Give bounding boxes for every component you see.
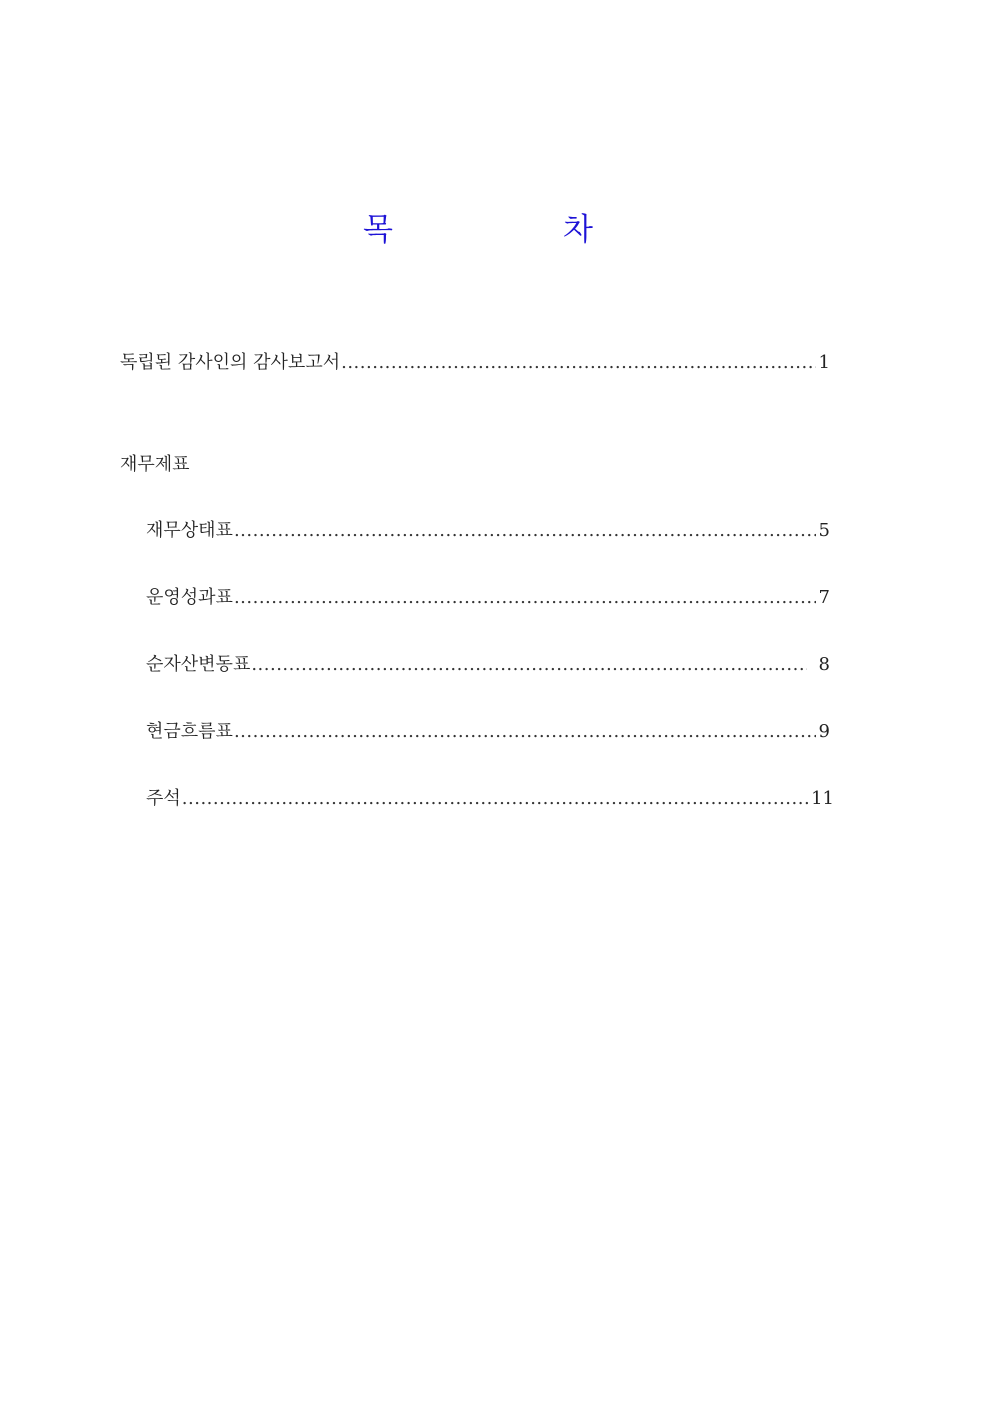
toc-entry-page: 7: [818, 587, 830, 608]
toc-entry-page: 1: [818, 352, 830, 373]
dot-leader: [251, 652, 806, 678]
toc-entry-label: 순자산변동표: [146, 654, 251, 675]
toc-entry-page: 9: [818, 721, 830, 742]
toc-entry-label: 재무상태표: [146, 520, 233, 541]
toc-entry-net-assets-changes[interactable]: [146, 652, 830, 678]
toc-entry-auditor-report[interactable]: [120, 350, 830, 376]
toc-entry-page: 8: [818, 654, 830, 675]
dot-leader: [341, 350, 815, 376]
toc-entry-label: 주석: [146, 788, 181, 809]
toc-entry-cash-flow[interactable]: [146, 719, 830, 745]
dot-leader: [234, 719, 816, 745]
toc-entry-operating-results[interactable]: [146, 585, 830, 611]
toc-entry-page: 11: [811, 788, 834, 809]
toc-entry-notes[interactable]: [146, 786, 834, 812]
toc-entry-label: 독립된 감사인의 감사보고서: [120, 352, 341, 373]
toc-entry-page: 5: [818, 520, 830, 541]
dot-leader: [234, 518, 816, 544]
toc-entry-balance-sheet[interactable]: [146, 518, 830, 544]
toc-entry-label: 운영성과표: [146, 587, 233, 608]
toc-entry-label: 현금흐름표: [146, 721, 233, 742]
title-char-mok: 목: [363, 212, 393, 248]
title-char-cha: 차: [563, 212, 593, 248]
dot-leader: [182, 786, 808, 812]
page-title: [0, 205, 992, 255]
section-heading-financial-statements: 재무제표: [120, 454, 190, 475]
dot-leader: [234, 585, 816, 611]
